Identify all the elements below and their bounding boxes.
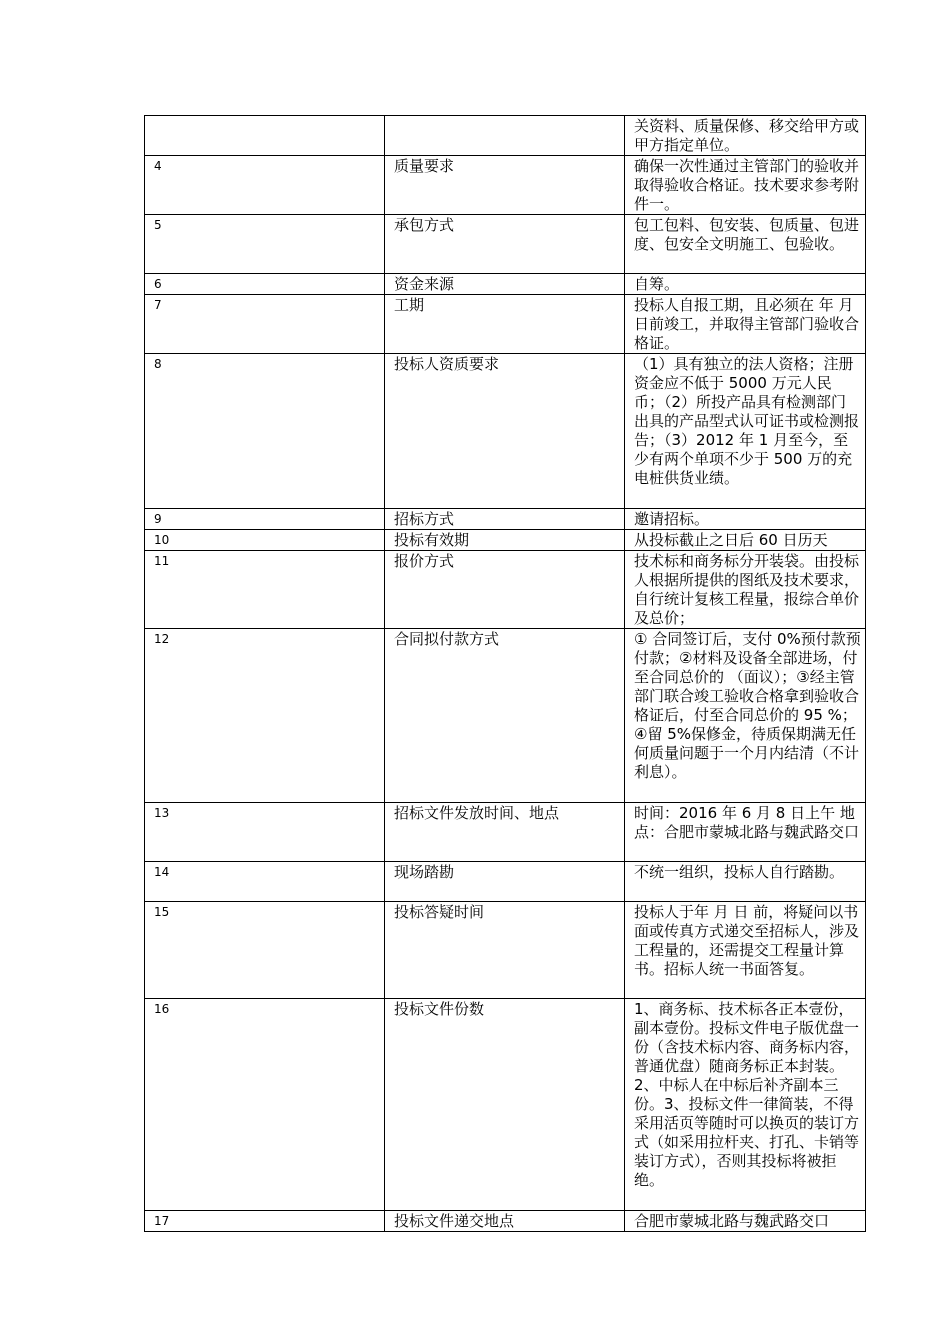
row-content: 确保一次性通过主管部门的验收并取得验收合格证。技术要求参考附件一。 [625,156,866,215]
row-item: 报价方式 [385,551,625,629]
row-content: 包工包料、包安装、包质量、包进度、包安全文明施工、包验收。 [625,215,866,274]
row-item: 投标有效期 [385,530,625,551]
row-item: 承包方式 [385,215,625,274]
row-item: 现场踏勘 [385,862,625,902]
row-content: 1、商务标、技术标各正本壹份，副本壹份。投标文件电子版优盘一份（含技术标内容、商务标内容，普通优盘）随商务标正本封装。2、中标人在中标后补齐副本三份。3、投标文件一律简装，不得采用活页等随时可以换页的装订方式（如采用拉杆夹、打孔、卡销等装订方式），否则其投标将被拒绝。 [625,999,866,1211]
row-number: 7 [145,295,385,354]
row-number: 9 [145,509,385,530]
row-item: 资金来源 [385,274,625,295]
row-number: 11 [145,551,385,629]
row-item [385,116,625,156]
table-row [145,295,866,354]
bid-info-table [144,115,866,1232]
row-content: （1）具有独立的法人资格；注册资金应不低于 5000 万元人民币；（2）所投产品具有检测部门出具的产品型式认可证书或检测报告；（3）2012 年 1 月至今，至少有两个单项不少于 500 万的充电桩供货业绩。 [625,354,866,509]
row-content: 技术标和商务标分开装袋。由投标人根据所提供的图纸及技术要求，自行统计复核工程量，报综合单价及总价； [625,551,866,629]
table-row [145,803,866,862]
row-item: 质量要求 [385,156,625,215]
row-item: 合同拟付款方式 [385,629,625,803]
row-number: 17 [145,1211,385,1232]
row-item: 工期 [385,295,625,354]
row-content: 邀请招标。 [625,509,866,530]
table-row [145,862,866,902]
row-number: 6 [145,274,385,295]
row-content: 不统一组织，投标人自行踏勘。 [625,862,866,902]
table-row [145,551,866,629]
row-content: 时间：2016 年 6 月 8 日上午 地点：合肥市蒙城北路与魏武路交口 [625,803,866,862]
table-row [145,156,866,215]
row-item: 招标文件发放时间、地点 [385,803,625,862]
row-number: 4 [145,156,385,215]
table-row [145,215,866,274]
row-item: 投标文件递交地点 [385,1211,625,1232]
row-content: ① 合同签订后，支付 0%预付款预付款；②材料及设备全部进场，付至合同总价的 （面议）；③经主管部门联合竣工验收合格拿到验收合格证后，付至合同总价的 95 %；④留 5%保修金，待质保期满无任何质量问题于一个月内结清（不计利息）。 [625,629,866,803]
table-row [145,902,866,999]
row-item: 投标文件份数 [385,999,625,1211]
row-content: 关资料、质量保修、移交给甲方或甲方指定单位。 [625,116,866,156]
row-number: 13 [145,803,385,862]
row-number [145,116,385,156]
row-number: 14 [145,862,385,902]
row-item: 投标人资质要求 [385,354,625,509]
table-row [145,530,866,551]
table-row [145,629,866,803]
row-number: 8 [145,354,385,509]
row-content: 合肥市蒙城北路与魏武路交口 [625,1211,866,1232]
table-row [145,274,866,295]
table-row [145,1211,866,1232]
row-item: 招标方式 [385,509,625,530]
row-content: 从投标截止之日后 60 日历天 [625,530,866,551]
row-number: 12 [145,629,385,803]
table-row [145,116,866,156]
row-item: 投标答疑时间 [385,902,625,999]
row-content: 投标人于年 月 日 前，将疑问以书面或传真方式递交至招标人，涉及工程量的，还需提交工程量计算书。招标人统一书面答复。 [625,902,866,999]
row-number: 5 [145,215,385,274]
row-number: 15 [145,902,385,999]
table-row [145,354,866,509]
row-content: 自筹。 [625,274,866,295]
row-number: 10 [145,530,385,551]
row-content: 投标人自报工期，且必须在 年 月 日前竣工，并取得主管部门验收合格证。 [625,295,866,354]
table-row [145,509,866,530]
table-row [145,999,866,1211]
row-number: 16 [145,999,385,1211]
